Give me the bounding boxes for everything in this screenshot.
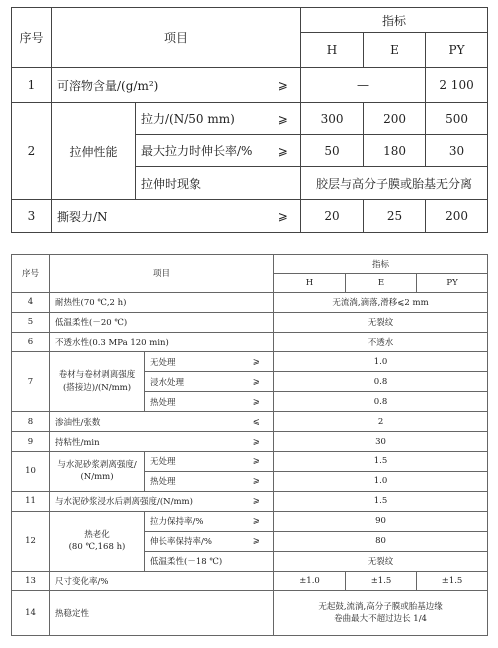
row-group-line: (80 ℃,168 h) bbox=[68, 542, 126, 553]
row-value-merged: 1.0 bbox=[274, 352, 488, 372]
header-seq: 序号 bbox=[12, 8, 52, 68]
table-row bbox=[12, 200, 488, 233]
row-seq: 14 bbox=[12, 591, 50, 636]
header-item: 项目 bbox=[50, 255, 274, 293]
row-seq: 10 bbox=[12, 452, 50, 492]
row-value-merged: 1.5 bbox=[274, 452, 488, 472]
row-item: 最大拉力时伸长率/% bbox=[136, 135, 266, 167]
row-item: 伸长率保持率/% bbox=[145, 531, 240, 551]
row-value-h: ±1.0 bbox=[274, 571, 346, 591]
table-row bbox=[12, 491, 488, 511]
row-seq: 8 bbox=[12, 412, 50, 432]
row-group-line: (N/mm) bbox=[80, 472, 114, 483]
gte-symbol: ⩾ bbox=[240, 432, 274, 452]
row-seq: 9 bbox=[12, 432, 50, 452]
row-seq: 2 bbox=[12, 103, 52, 200]
row-value-merged: 1.0 bbox=[274, 471, 488, 491]
row-seq: 5 bbox=[12, 312, 50, 332]
gte-symbol: ⩾ bbox=[266, 68, 301, 103]
row-group bbox=[50, 352, 145, 412]
row-item: 低温柔性(－20 ℃) bbox=[50, 312, 274, 332]
row-group: 拉伸性能 bbox=[52, 103, 136, 200]
row-seq: 13 bbox=[12, 571, 50, 591]
row-group-line: 卷材与卷材剥离强度 bbox=[58, 370, 136, 381]
table-row bbox=[12, 352, 488, 372]
row-item: 可溶物含量/(g/m²) bbox=[52, 68, 266, 103]
row-value-py: 500 bbox=[426, 103, 488, 135]
row-value-e: 25 bbox=[364, 200, 426, 233]
row-item: 渗油性/张数 bbox=[50, 412, 240, 432]
gte-symbol: ⩾ bbox=[240, 471, 274, 491]
row-group bbox=[50, 511, 145, 571]
row-seq: 12 bbox=[12, 511, 50, 571]
table-row bbox=[12, 511, 488, 531]
row-group-line: (搭接边)/(N/mm) bbox=[62, 382, 132, 393]
row-value-e: ±1.5 bbox=[346, 571, 417, 591]
table-row bbox=[12, 591, 488, 636]
header-col-py: PY bbox=[426, 33, 488, 68]
row-item: 不透水性(0.3 MPa 120 min) bbox=[50, 332, 274, 352]
row-value-e: 180 bbox=[364, 135, 426, 167]
row-value-merged: 无流淌,滴落,滑移⩽2 mm bbox=[274, 292, 488, 312]
row-seq: 7 bbox=[12, 352, 50, 412]
gte-symbol: ⩾ bbox=[240, 452, 274, 472]
row-value-merged: 80 bbox=[274, 531, 488, 551]
row-value-e: 200 bbox=[364, 103, 426, 135]
row-value-merged: 90 bbox=[274, 511, 488, 531]
row-value-merged: 0.8 bbox=[274, 372, 488, 392]
row-item: 拉力/(N/50 mm) bbox=[136, 103, 266, 135]
row-item: 热处理 bbox=[145, 471, 240, 491]
row-value-merged: — bbox=[301, 68, 426, 103]
header-col-h: H bbox=[274, 273, 346, 292]
gte-symbol: ⩾ bbox=[240, 491, 274, 511]
row-item: 拉伸时现象 bbox=[136, 167, 301, 200]
header-item: 项目 bbox=[52, 8, 301, 68]
header-col-h: H bbox=[301, 33, 364, 68]
row-value-merged: 0.8 bbox=[274, 392, 488, 412]
gte-symbol: ⩾ bbox=[266, 103, 301, 135]
table-row bbox=[12, 312, 488, 332]
gte-symbol: ⩾ bbox=[266, 200, 301, 233]
row-item: 无处理 bbox=[145, 452, 240, 472]
gte-symbol: ⩾ bbox=[240, 531, 274, 551]
row-item: 热处理 bbox=[145, 392, 240, 412]
row-value-merged: 2 bbox=[274, 412, 488, 432]
row-seq: 3 bbox=[12, 200, 52, 233]
row-item: 耐热性(70 ℃,2 h) bbox=[50, 292, 274, 312]
header-col-e: E bbox=[364, 33, 426, 68]
row-value-merged: 1.5 bbox=[274, 491, 488, 511]
row-seq: 11 bbox=[12, 491, 50, 511]
header-index: 指标 bbox=[274, 255, 488, 274]
row-value-merged: 胶层与高分子膜或胎基无分离 bbox=[301, 167, 488, 200]
row-group-line: 热老化 bbox=[84, 529, 110, 540]
row-seq: 4 bbox=[12, 292, 50, 312]
header-col-py: PY bbox=[417, 273, 488, 292]
row-item: 撕裂力/N bbox=[52, 200, 266, 233]
table-row bbox=[12, 412, 488, 432]
table-row bbox=[12, 432, 488, 452]
row-group-line: 与水泥砂浆剥离强度/ bbox=[57, 460, 137, 471]
header-index: 指标 bbox=[301, 8, 488, 33]
gte-symbol: ⩾ bbox=[240, 511, 274, 531]
row-value-merged: 不透水 bbox=[274, 332, 488, 352]
table-row bbox=[12, 103, 488, 135]
spec-table-1 bbox=[11, 7, 488, 233]
row-item: 与水泥砂浆浸水后剥离强度/(N/mm) bbox=[50, 491, 240, 511]
row-seq: 6 bbox=[12, 332, 50, 352]
row-value-merged: 无裂纹 bbox=[274, 312, 488, 332]
table-row bbox=[12, 452, 488, 472]
row-seq: 1 bbox=[12, 68, 52, 103]
row-item: 浸水处理 bbox=[145, 372, 240, 392]
row-value-line: 无起鼓,流淌,高分子膜或胎基边缘 bbox=[318, 601, 443, 612]
gte-symbol: ⩾ bbox=[266, 135, 301, 167]
row-value-line: 卷曲最大不超过边长 1/4 bbox=[334, 614, 427, 625]
row-value-h: 20 bbox=[301, 200, 364, 233]
row-item: 低温柔性(－18 ℃) bbox=[145, 551, 274, 571]
row-item: 持粘性/min bbox=[50, 432, 240, 452]
table-row bbox=[12, 571, 488, 591]
lte-symbol: ⩽ bbox=[240, 412, 274, 432]
table-row bbox=[12, 332, 488, 352]
row-item: 尺寸变化率/% bbox=[50, 571, 274, 591]
row-group bbox=[50, 452, 145, 492]
gte-symbol: ⩾ bbox=[240, 372, 274, 392]
gte-symbol: ⩾ bbox=[240, 392, 274, 412]
header-seq: 序号 bbox=[12, 255, 50, 293]
row-item: 拉力保持率/% bbox=[145, 511, 240, 531]
row-value-merged bbox=[274, 591, 488, 636]
row-value-h: 50 bbox=[301, 135, 364, 167]
row-item: 热稳定性 bbox=[50, 591, 274, 636]
row-item: 无处理 bbox=[145, 352, 240, 372]
header-col-e: E bbox=[346, 273, 417, 292]
row-value-h: 300 bbox=[301, 103, 364, 135]
row-value-py: ±1.5 bbox=[417, 571, 488, 591]
table-row bbox=[12, 68, 488, 103]
row-value-py: 2 100 bbox=[426, 68, 488, 103]
row-value-merged: 30 bbox=[274, 432, 488, 452]
row-value-py: 30 bbox=[426, 135, 488, 167]
table-row bbox=[12, 292, 488, 312]
row-value-py: 200 bbox=[426, 200, 488, 233]
row-value-merged: 无裂纹 bbox=[274, 551, 488, 571]
gte-symbol: ⩾ bbox=[240, 352, 274, 372]
spec-table-2 bbox=[11, 254, 488, 636]
